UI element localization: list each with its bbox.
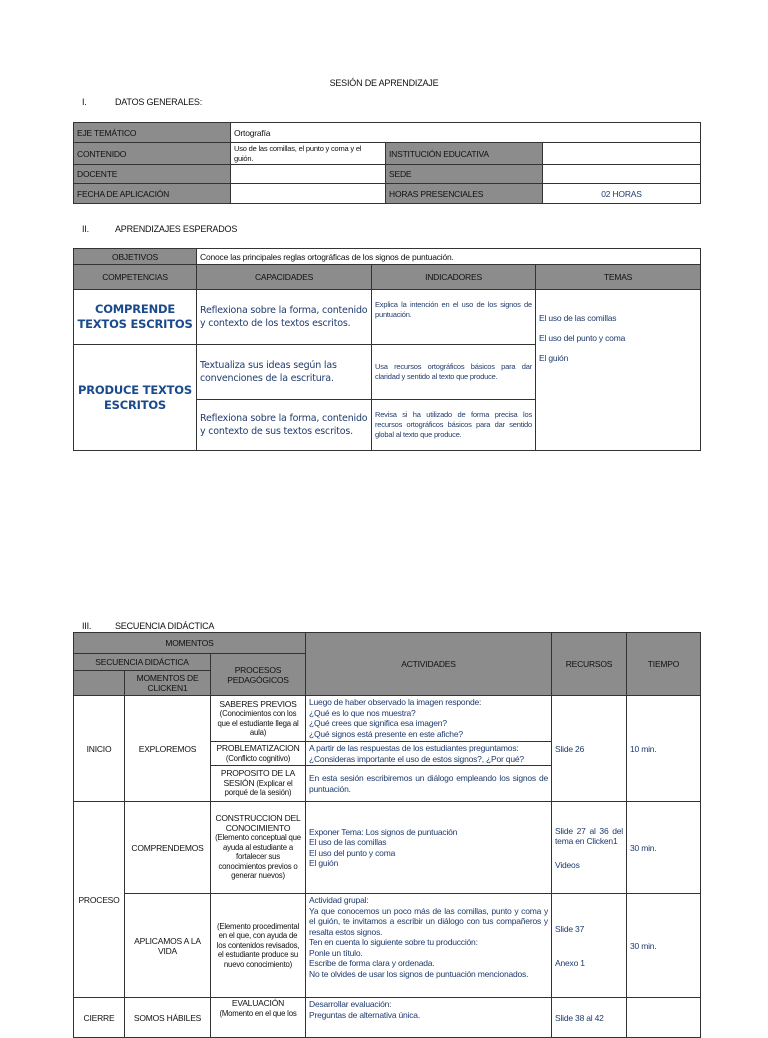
proceso-title: CONSTRUCCION DEL CONOCIMIENTO [215,813,301,833]
proceso-sub: (Conocimientos con los que el estudiante llega al aula) [217,709,299,737]
recurso-line: Anexo 1 [555,957,585,968]
actividad-saberes [306,696,552,742]
section-2-number: II. [82,224,89,234]
momento-proceso: PROCESO [74,802,125,998]
contenido-value: Uso de las comillas, el punto y coma y el guión. [231,143,386,165]
recurso-comprendemos [552,802,627,894]
docente-value [231,165,386,184]
proceso-evaluacion [211,998,306,1038]
header-tiempo: TIEMPO [627,633,701,696]
actividad-line: No te olvides de usar los signos de puntuación mencionados. [309,968,529,979]
actividad-line: Exponer Tema: Los signos de puntuación [309,826,458,837]
recurso-cierre: Slide 38 al 42 [552,998,627,1038]
tema-item: El uso de las comillas [539,313,617,323]
header-procesos: PROCESOS PEDAGÓGICOS [211,654,306,696]
actividad-line: Preguntas de alternativa única. [309,1009,420,1020]
proceso-sub: (Explicar el porqué de la sesión) [224,778,293,798]
actividad-line: ¿Qué crees que significa esa imagen? [309,718,447,728]
tiempo-aplicamos: 30 min. [627,894,701,998]
capacidad-1: Reflexiona sobre la forma, contenido y contexto de los textos escritos. [197,290,372,345]
proceso-sub: (Conflicto cognitivo) [225,753,291,763]
actividad-line: Escribe de forma clara y ordenada. [309,958,435,968]
momento-inicio: INICIO [74,696,125,802]
objetivos-value: Conoce las principales reglas ortográficas de los signos de puntuación. [197,249,701,265]
section-2-heading [82,224,237,234]
actividad-line: ¿Consideras importante el uso de estos signos?, ¿Por qué? [309,753,524,764]
recurso-line: Slide 27 al 36 del tema en Clicken1 [555,825,623,846]
clicken-aplicamos: APLICAMOS A LA VIDA [125,894,211,998]
clicken-somos-habiles: SOMOS HÁBILES [125,998,211,1038]
capacidad-3: Reflexiona sobre la forma, contenido y contexto de sus textos escritos. [197,400,372,451]
actividad-line: El uso del punto y coma [309,847,396,858]
proceso-construccion [211,802,306,894]
clicken-exploremos: EXPLOREMOS [125,696,211,802]
actividad-line: ¿Qué es lo que nos muestra? [309,707,416,718]
recurso-line: Videos [555,859,580,870]
actividad-line: Ten en cuenta lo siguiente sobre tu producción: [309,937,478,947]
actividad-proposito: En esta sesión escribiremos un diálogo empleando los signos de puntuación. [306,766,552,802]
institucion-value [543,143,701,165]
eje-label: EJE TEMÁTICO [74,123,231,143]
section-1-label: DATOS GENERALES: [115,97,202,107]
header-secuencia: SECUENCIA DIDÁCTICA [74,654,211,671]
general-data-table [73,122,701,204]
contenido-label: CONTENIDO [74,143,231,165]
competencia-produce: PRODUCE TEXTOS ESCRITOS [74,345,197,451]
indicador-2: Usa recursos ortográficos básicos para dar claridad y sentido al texto que produce. [372,345,536,400]
actividad-line: Actividad grupal: [309,895,369,905]
page-title: SESIÓN DE APRENDIZAJE [329,78,439,88]
momento-cierre: CIERRE [74,998,125,1038]
actividad-aplicacion [306,894,552,998]
proceso-proposito [211,766,306,802]
institucion-label: INSTITUCIÓN EDUCATIVA [386,143,543,165]
sede-value [543,165,701,184]
recurso-aplicamos [552,894,627,998]
actividad-line: Desarrollar evaluación: [309,999,392,1009]
sede-label: SEDE [386,165,543,184]
horas-label: HORAS PRESENCIALES [386,184,543,204]
actividad-evaluacion [306,998,552,1038]
tema-item: El uso del punto y coma [539,333,626,343]
tiempo-comprendemos: 30 min. [627,802,701,894]
proceso-title: EVALUACIÓN [231,998,285,1008]
recurso-inicio: Slide 26 [552,696,627,802]
actividad-line: El uso de las comillas [309,837,387,847]
objetivos-label: OBJETIVOS [74,249,197,265]
actividad-line: Luego de haber observado la imagen responde: [309,697,482,707]
proceso-problematizacion [211,742,306,766]
tiempo-inicio: 10 min. [627,696,701,802]
proceso-title: PROPOSITO DE LA SESIÓN [220,768,296,788]
actividad-line: ¿Qué signos está presente en este afiche? [309,728,463,739]
section-3-label: SECUENCIA DIDÁCTICA [115,621,215,631]
actividad-line: El guión [309,858,339,868]
competencia-comprende: COMPRENDE TEXTOS ESCRITOS [74,290,197,345]
proceso-saberes-previos [211,696,306,742]
docente-label: DOCENTE [74,165,231,184]
tiempo-cierre [627,998,701,1038]
header-temas: TEMAS [536,265,701,290]
proceso-title: SABERES PREVIOS [219,698,297,709]
clicken-comprendemos: COMPRENDEMOS [125,802,211,894]
capacidad-2: Textualiza sus ideas según las convenciones de la escritura. [197,345,372,400]
header-recursos: RECURSOS [552,633,627,696]
proceso-sub: (Elemento conceptual que ayuda al estudiante a fortalecer sus conocimientos previos o generar nuevos) [215,833,301,881]
indicador-3: Revisa si ha utilizado de forma precisa los recursos ortográficos básicos para dar sentido global al texto que produce. [372,400,536,451]
header-actividades: ACTIVIDADES [306,633,552,696]
tema-item: El guión [539,353,569,363]
proceso-sub: (Momento en el que los [219,1008,297,1018]
header-competencias: COMPETENCIAS [74,265,197,290]
section-3-heading [82,621,214,631]
actividad-line: Ya que conocemos un poco más de las comillas, punto y coma y el guión, te invitamos a escribir un diálogo con tus compañeros y resalta estos signos. [309,905,548,937]
actividad-problematizacion [306,742,552,766]
actividad-line: Ponle un título. [309,947,363,958]
secuencia-table [73,632,701,1038]
actividad-construccion [306,802,552,894]
eje-value: Ortografía [231,123,701,143]
header-capacidades: CAPACIDADES [197,265,372,290]
section-1-heading [82,97,202,107]
section-3-number: III. [82,621,92,631]
actividad-line: A partir de las respuestas de los estudiantes preguntamos: [309,743,519,753]
proceso-title: PROBLEMATIZACION [216,743,300,753]
fecha-value [231,184,386,204]
section-2-label: APRENDIZAJES ESPERADOS [115,224,238,234]
section-1-number: I. [82,97,87,107]
header-momentos-clicken: MOMENTOS DE CLICKEN1 [125,671,211,696]
proceso-aplicacion: (Elemento procedimental en el que, con ayuda de los contenidos revisados, el estudiante produce su nuevo conocimiento) [211,894,306,998]
header-indicadores: INDICADORES [372,265,536,290]
header-momentos: MOMENTOS [74,633,306,654]
horas-value: 02 HORAS [543,184,701,204]
indicador-1: Explica la intención en el uso de los signos de puntuación. [372,290,536,345]
aprendizajes-table [73,248,701,451]
temas-cell [536,290,701,451]
fecha-label: FECHA DE APLICACIÓN [74,184,231,204]
recurso-line: Slide 37 [555,923,585,934]
